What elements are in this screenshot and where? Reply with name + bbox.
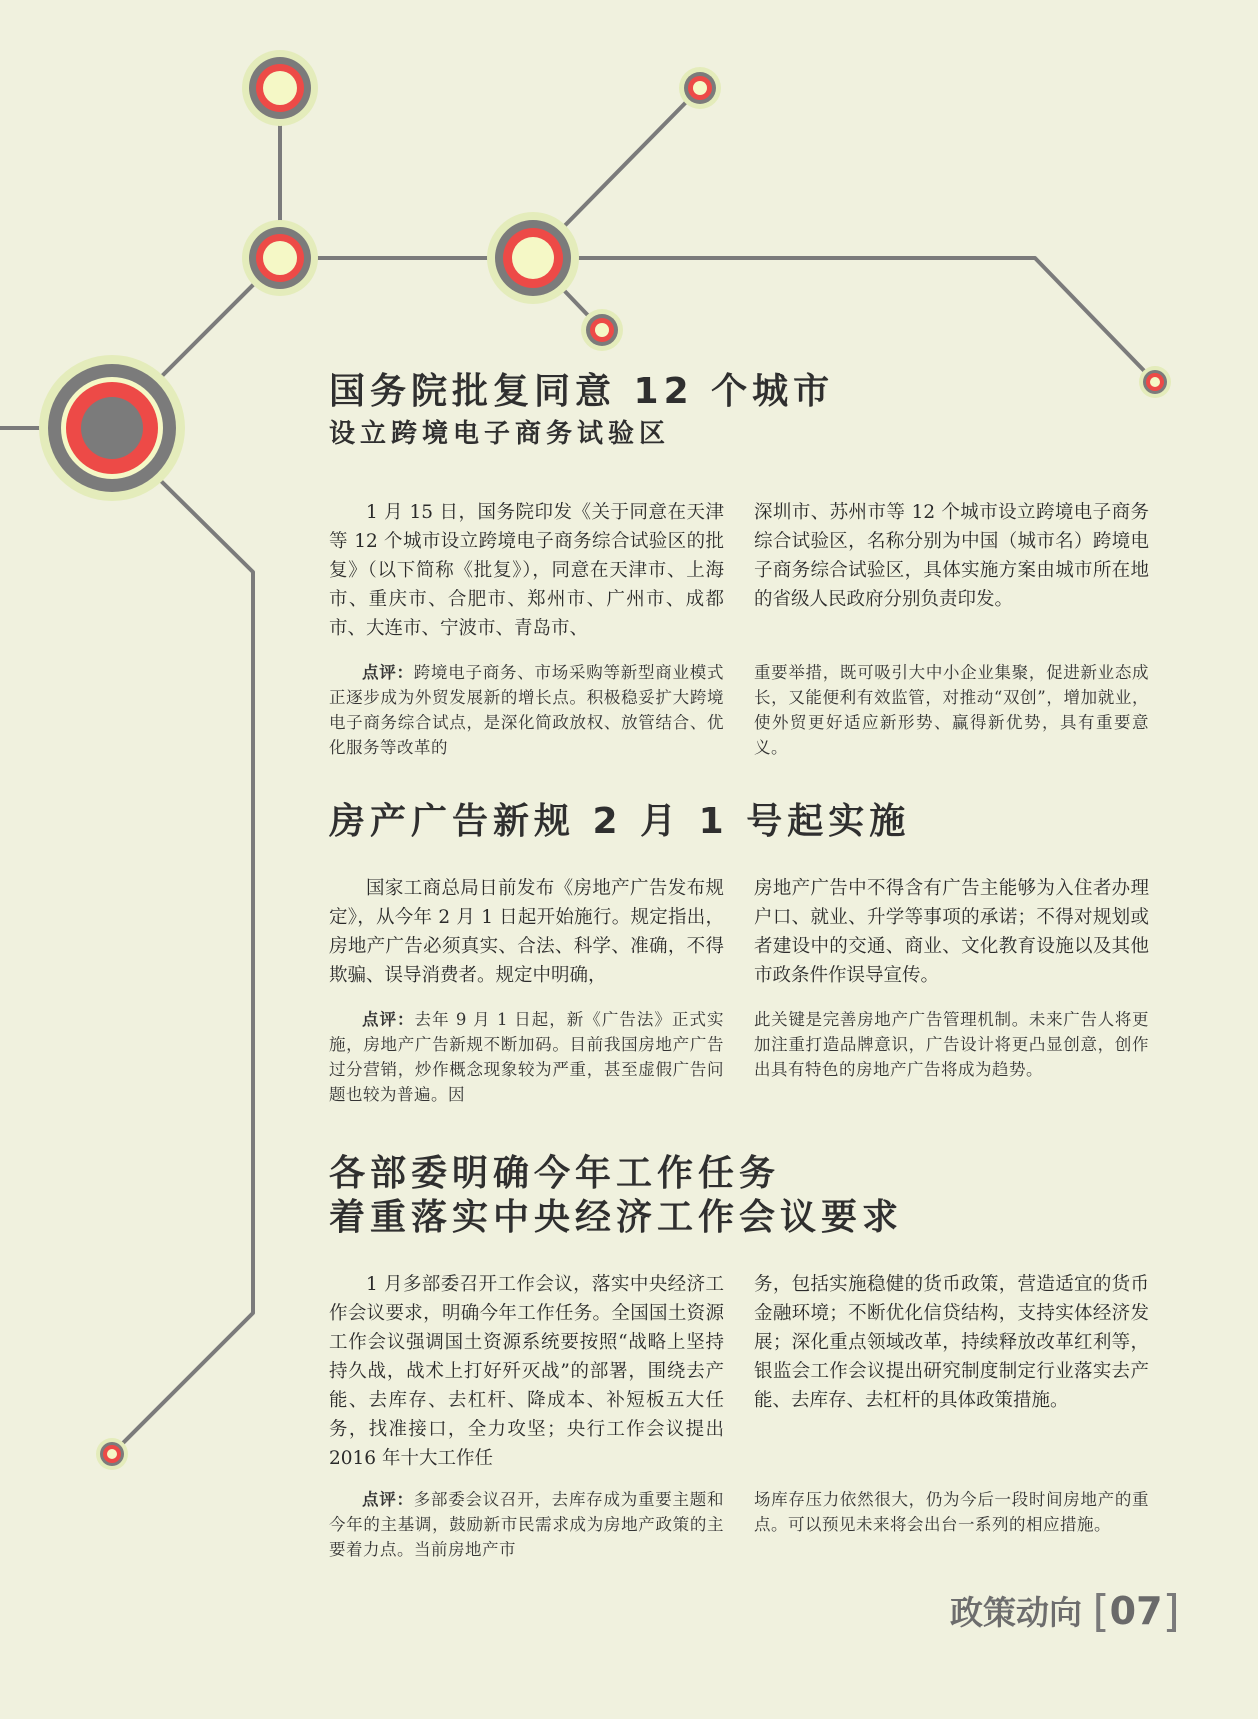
comment-text: 跨境电子商务、市场采购等新型商业模式正逐步成为外贸发展新的增长点。积极稳妥扩大跨境电子商务综合试点，是深化简政放权、放管结合、优化服务等改革的: [329, 663, 724, 757]
body-right-column: 房地产广告中不得含有广告主能够为入住者办理户口、就业、升学等事项的承诺；不得对规划或者建设中的交通、商业、文化教育设施以及其他市政条件作误导宣传。: [754, 878, 1149, 986]
body-right-column: 深圳市、苏州市等 12 个城市设立跨境电子商务综合试验区，名称分别为中国（城市名）跨境电子商务综合试验区，具体实施方案由城市所在地的省级人民政府分别负责印发。: [754, 502, 1149, 610]
article-comment: [329, 1007, 1149, 1107]
article-body: [329, 498, 1149, 643]
article-comment: [329, 1487, 1149, 1562]
comment-right-column: 场库存压力依然很大，仍为今后一段时间房地产的重点。可以预见未来将会出台一系列的相应措施。: [754, 1490, 1149, 1534]
body-left-column: 国家工商总局日前发布《房地产广告发布规定》，从今年 2 月 1 日起开始施行。规定指出，房地产广告必须真实、合法、科学、准确，不得欺骗、误导消费者。规定中明确，: [329, 878, 724, 986]
node-medium: [487, 212, 579, 304]
comment-label: 点评：: [362, 663, 414, 682]
node-end: [96, 1438, 128, 1470]
article-title: 房产广告新规 2 月 1 号起实施: [329, 801, 911, 842]
node-small: [242, 220, 318, 296]
body-left-column: 1 月 15 日，国务院印发《关于同意在天津等 12 个城市设立跨境电子商务综合试验区的批复》（以下简称《批复》），同意在天津市、上海市、重庆市、合肥市、郑州市、广州市、成都市、大连市、宁波市、青岛市、: [329, 502, 724, 639]
comment-text: 多部委会议召开，去库存成为重要主题和今年的主基调，鼓励新市民需求成为房地产政策的主要着力点。当前房地产市: [329, 1490, 724, 1559]
article-cross-border-ecommerce: [329, 370, 1149, 760]
page-bracket-close: ]: [1162, 1586, 1180, 1637]
article-title: 国务院批复同意 12 个城市: [329, 371, 835, 412]
node-tiny: [581, 309, 623, 351]
section-name: 政策动向: [950, 1593, 1082, 1632]
page-number: 07: [1109, 1589, 1163, 1633]
comment-label: 点评：: [362, 1010, 415, 1029]
comment-label: 点评：: [362, 1490, 414, 1509]
article-comment: [329, 660, 1149, 760]
article-title: 各部委明确今年工作任务: [329, 1153, 781, 1194]
comment-left-column: [329, 1007, 724, 1107]
body-left-column: 1 月多部委召开工作会议，落实中央经济工作会议要求，明确今年工作任务。全国国土资源工作会议强调国土资源系统要按照“战略上坚持持久战，战术上打好歼灭战”的部署，围绕去产能、去库存、去杠杆、降成本、补短板五大任务，找准接口，全力攻坚；央行工作会议提出 2016 年十大工作任: [329, 1274, 724, 1469]
comment-left-column: [329, 660, 724, 760]
article-ministry-work-tasks: [329, 1152, 1149, 1562]
page-footer: [950, 1586, 1190, 1636]
comment-right-column: 重要举措，既可吸引大中小企业集聚，促进新业态成长，又能便利有效监管，对推动“双创”，增加就业，使外贸更好适应新形势、赢得新优势，具有重要意义。: [754, 663, 1149, 757]
article-title-line2: 着重落实中央经济工作会议要求: [329, 1197, 904, 1238]
article-body: [329, 874, 1149, 990]
node-large: [39, 355, 185, 501]
node-tiny: [679, 67, 721, 109]
comment-left-column: [329, 1487, 724, 1562]
connector-line: [112, 480, 253, 1454]
article-body: [329, 1270, 1149, 1473]
article-subtitle: 设立跨境电子商务试验区: [329, 419, 671, 449]
comment-text: 去年 9 月 1 日起，新《广告法》正式实施，房地产广告新规不断加码。目前我国房地产广告过分营销，炒作概念现象较为严重，甚至虚假广告问题也较为普遍。因: [329, 1010, 724, 1104]
body-right-column: 务，包括实施稳健的货币政策，营造适宜的货币金融环境；不断优化信贷结构，支持实体经济发展；深化重点领域改革，持续释放改革红利等，银监会工作会议提出研究制度制定行业落实去产能、去库存、去杠杆的具体政策措施。: [754, 1274, 1149, 1411]
node-small: [242, 50, 318, 126]
article-real-estate-ads: [329, 800, 1149, 1107]
connector-line: [533, 258, 1155, 382]
comment-right-column: 此关键是完善房地产广告管理机制。未来广告人将更加注重打造品牌意识，广告设计将更凸显创意，创作出具有特色的房地产广告将成为趋势。: [754, 1010, 1149, 1079]
page-bracket-open: [: [1092, 1586, 1110, 1637]
